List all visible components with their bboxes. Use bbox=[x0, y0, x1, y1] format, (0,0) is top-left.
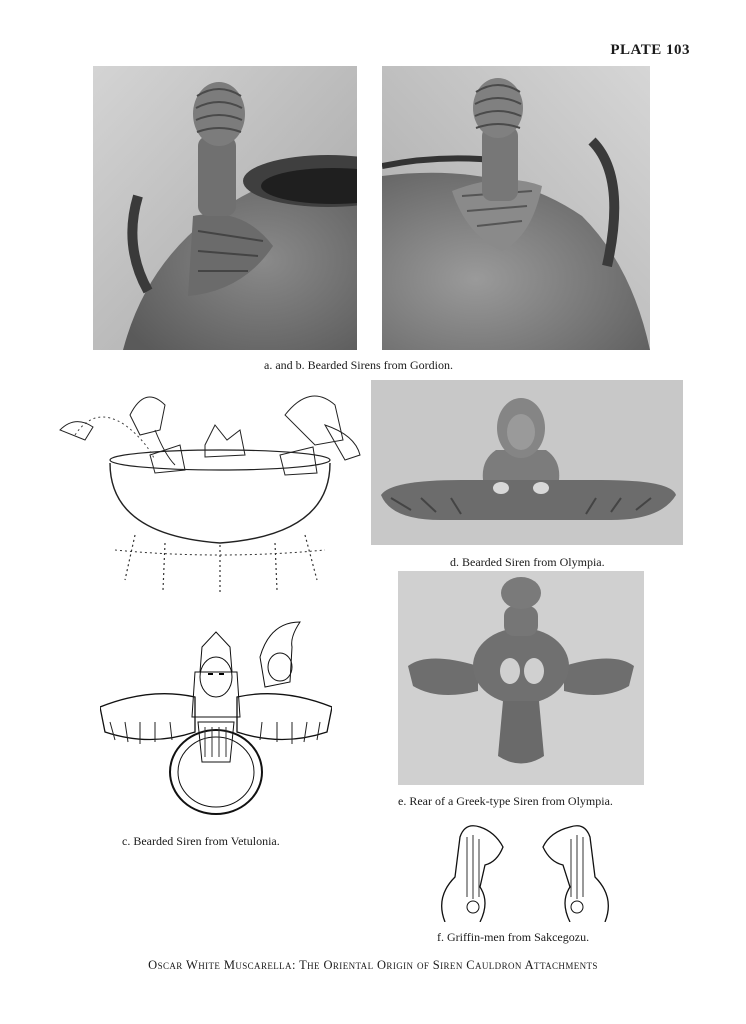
photo-b-bearded-siren-gordion bbox=[382, 66, 650, 350]
photo-a-bearded-siren-gordion bbox=[93, 66, 357, 350]
caption-c: c. Bearded Siren from Vetulonia. bbox=[122, 834, 280, 848]
drawing-cauldron-reconstruction bbox=[55, 385, 367, 595]
drawing-f-griffin-men-sakcegozu bbox=[425, 817, 625, 922]
photo-d-bearded-siren-olympia bbox=[371, 380, 683, 545]
caption-e: e. Rear of a Greek-type Siren from Olympia. bbox=[398, 794, 613, 808]
plate-number: PLATE 103 bbox=[610, 42, 690, 58]
photo-e-greek-type-siren-olympia bbox=[398, 571, 644, 785]
caption-f: f. Griffin-men from Sakcegozu. bbox=[437, 930, 590, 944]
drawing-c-bearded-siren-vetulonia bbox=[100, 612, 332, 820]
page-footer-citation: Oscar White Muscarella: The Oriental Origin of Siren Cauldron Attachments bbox=[148, 958, 598, 972]
caption-d: d. Bearded Siren from Olympia. bbox=[450, 555, 605, 569]
caption-a-and-b: a. and b. Bearded Sirens from Gordion. bbox=[264, 358, 453, 372]
